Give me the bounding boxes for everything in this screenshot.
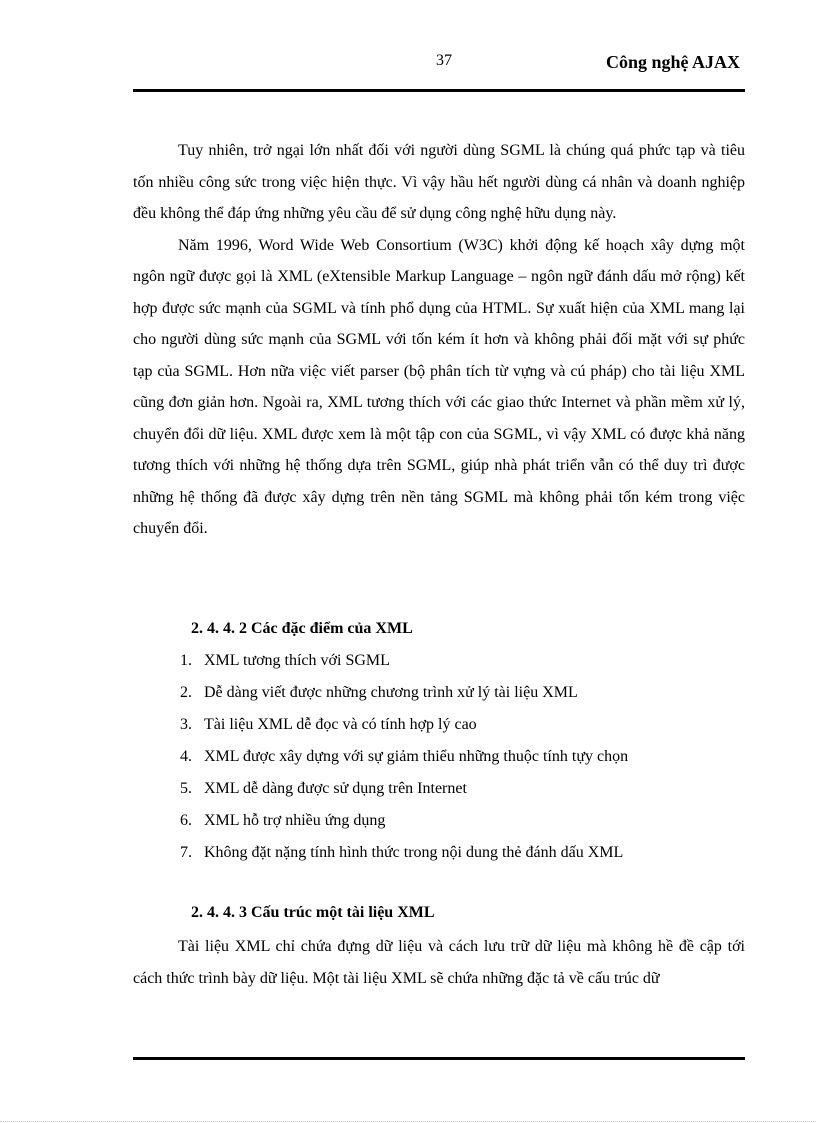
list-item — [180, 677, 628, 709]
features-list — [180, 645, 628, 869]
list-text: Dễ dàng viết được những chương trình xử lý tài liệu XML — [204, 684, 578, 701]
list-text: XML dễ dàng được sử dụng trên Internet — [204, 780, 467, 797]
list-text: XML tương thích với SGML — [204, 652, 390, 669]
list-item — [180, 805, 628, 837]
list-number: 1. — [180, 652, 192, 669]
section-heading-structure: 2. 4. 4. 3 Cấu trúc một tài liệu XML — [191, 904, 435, 921]
list-text: XML hỗ trợ nhiều ứng dụng — [204, 812, 386, 829]
list-item — [180, 837, 628, 869]
list-item — [180, 709, 628, 741]
list-number: 3. — [180, 716, 192, 733]
paragraph-xml-structure: Tài liệu XML chỉ chứa đựng dữ liệu và cách lưu trữ dữ liệu mà không hề đề cập tới cách thức trình bày dữ liệu. Một tài liệu XML sẽ chứa những đặc tả về cấu trúc dữ — [133, 938, 745, 987]
structure-text — [133, 931, 745, 994]
paragraph-sgml-complexity: Tuy nhiên, trở ngại lớn nhất đối với người dùng SGML là chúng quá phức tạp và tiêu tốn nhiều công sức trong việc hiện thực. Vì vậy hầu hết người dùng cá nhân và doanh nghiệp đều không thể đáp ứng những yêu cầu để sử dụng công nghệ hữu dụng này. — [133, 142, 745, 222]
list-number: 6. — [180, 812, 192, 829]
list-item — [180, 773, 628, 805]
header-rule — [133, 89, 745, 92]
list-text: XML được xây dựng với sự giảm thiểu những thuộc tính tựy chọn — [204, 748, 629, 765]
list-item — [180, 645, 628, 677]
list-text: Tài liệu XML dễ đọc và có tính hợp lý cao — [204, 716, 477, 733]
paragraph-xml-history: Năm 1996, Word Wide Web Consortium (W3C) khởi động kế hoạch xây dựng một ngôn ngữ được gọi là XML (eXtensible Markup Language – ngôn ngữ đánh dấu mở rộng) kết hợp được sức mạnh của SGML và tính phổ dụng của HTML. Sự xuất hiện của XML mang lại cho người dùng sức mạnh của SGML với tốn kém ít hơn và không phải đối mặt với sự phức tạp của SGML. Hơn nữa việc viết parser (bộ phân tích từ vựng và cú pháp) cho tài liệu XML cũng đơn giản hơn. Ngoài ra, XML tương thích với các giao thức Internet và phần mềm xử lý, chuyển đổi dữ liệu. XML được xem là một tập con của SGML, vì vậy XML có được khả năng tương thích với những hệ thống dựa trên SGML, giúp nhà phát triển vẫn có thể duy trì được những hệ thống đã được xây dựng trên nền tảng SGML mà không phải tốn kém trong việc chuyển đổi. — [133, 236, 745, 537]
list-number: 4. — [180, 748, 192, 765]
footer-rule — [133, 1057, 745, 1060]
list-item — [180, 741, 628, 773]
page-number: 37 — [436, 52, 452, 69]
intro-text — [133, 135, 745, 545]
list-number: 2. — [180, 684, 192, 701]
list-number: 7. — [180, 844, 192, 861]
section-heading-features: 2. 4. 4. 2 Các đặc điểm của XML — [191, 620, 413, 637]
list-number: 5. — [180, 780, 192, 797]
page-edge — [0, 1121, 816, 1122]
header-title: Công nghệ AJAX — [605, 52, 740, 72]
list-text: Không đặt nặng tính hình thức trong nội dung thẻ đánh dấu XML — [204, 844, 624, 861]
